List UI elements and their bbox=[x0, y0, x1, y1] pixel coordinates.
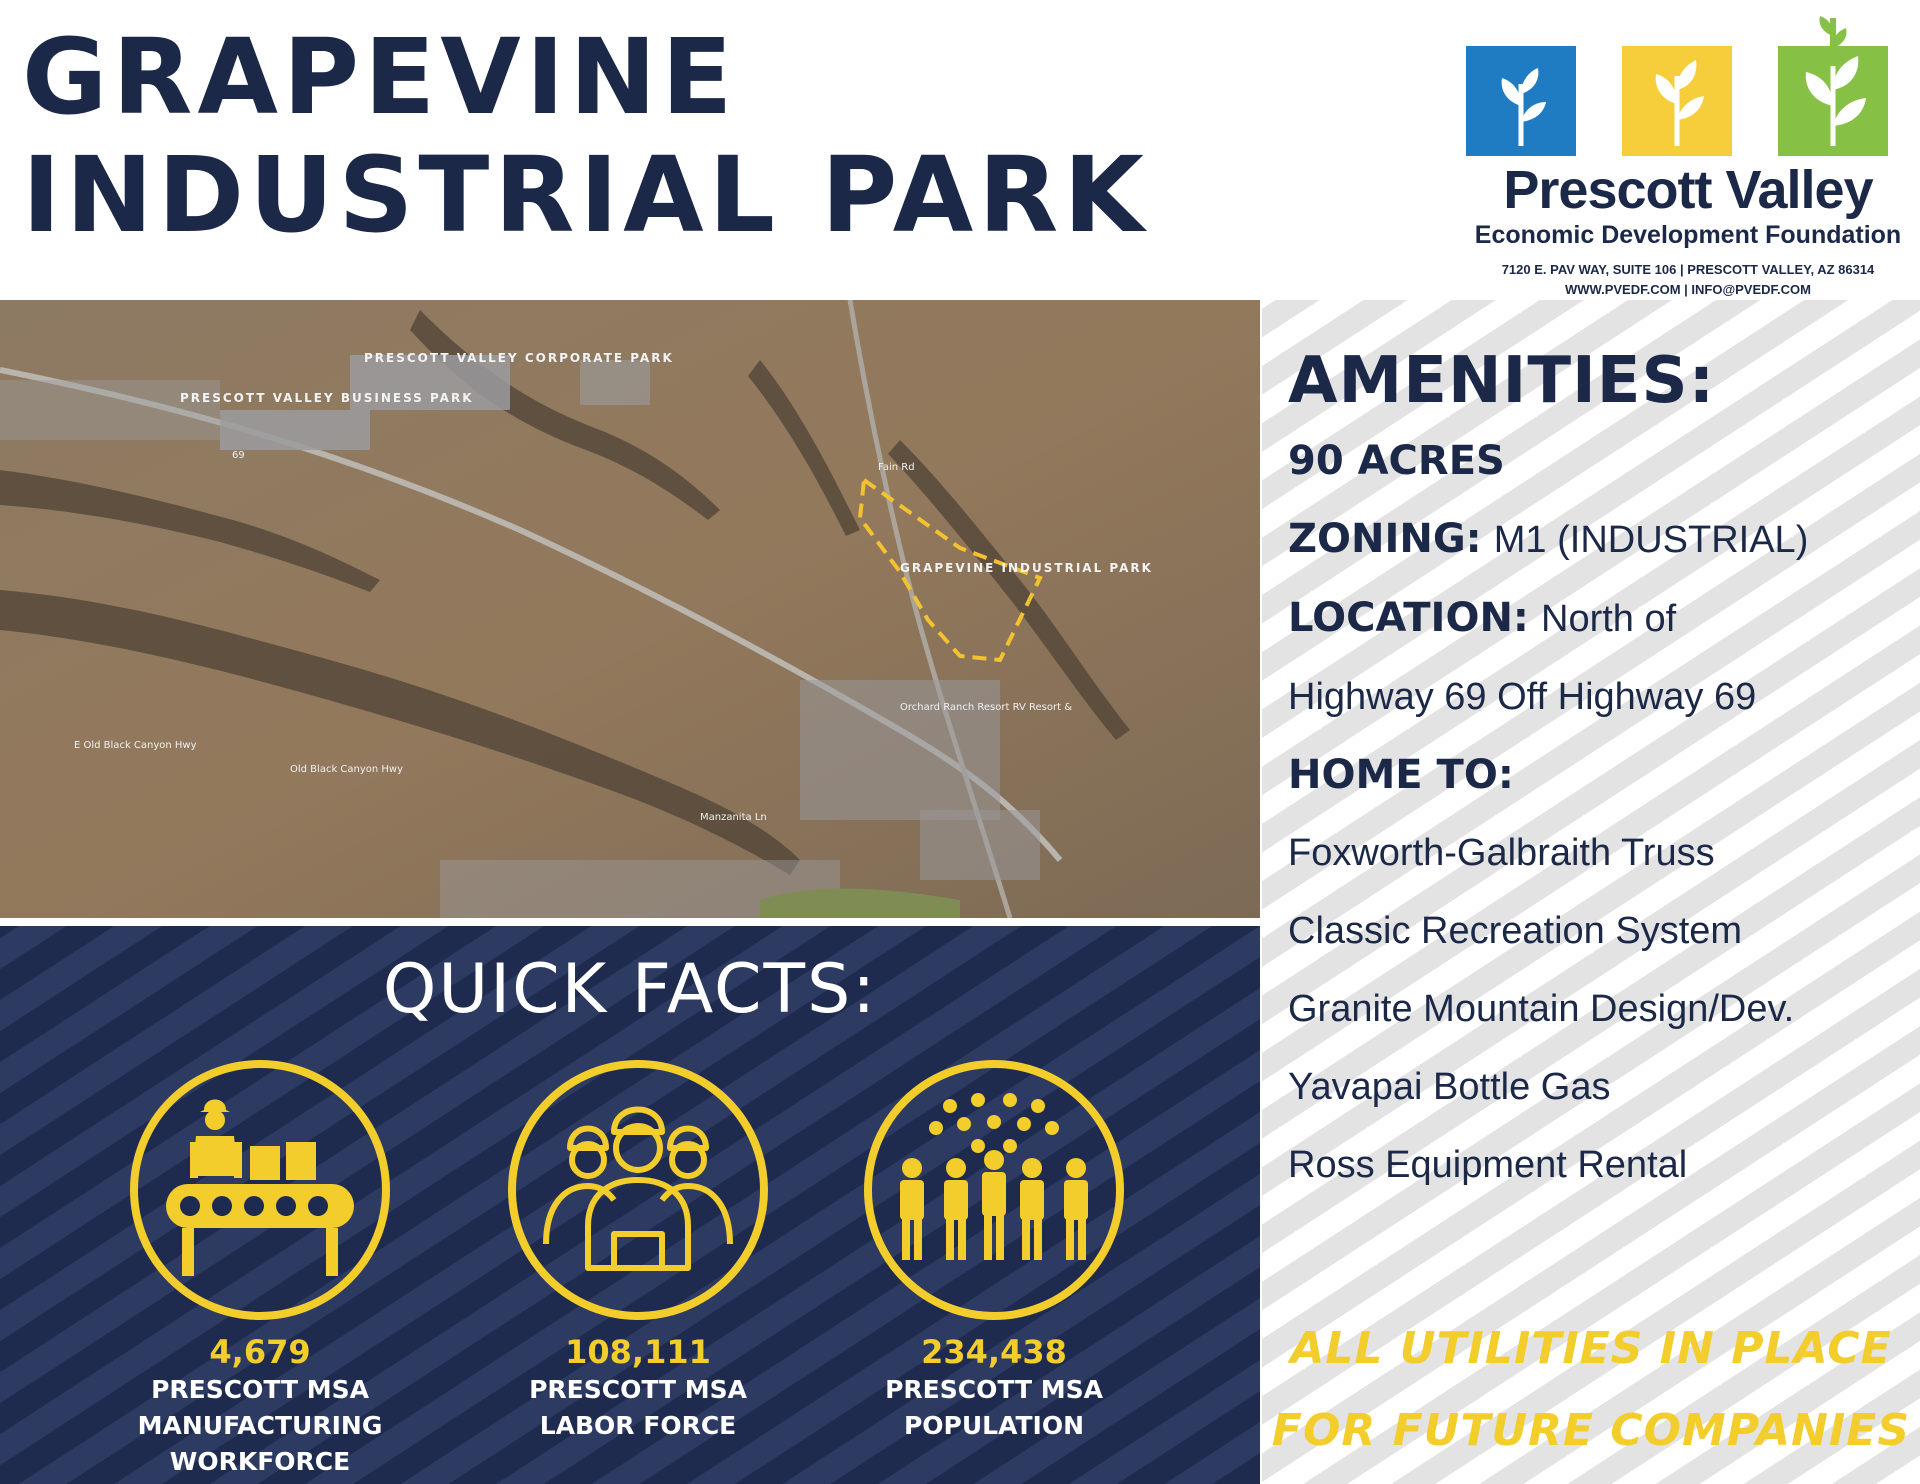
map-label-hwy69: 69 bbox=[232, 450, 245, 461]
fact-label: PRESCOTT MSA MANUFACTURING WORKFORCE bbox=[137, 1375, 383, 1476]
quick-facts-heading: QUICK FACTS: bbox=[382, 950, 878, 1029]
blue-plant-icon bbox=[1466, 46, 1576, 156]
utilities-callout bbox=[1262, 1308, 1920, 1472]
factory-worker-icon bbox=[126, 1056, 394, 1324]
amenities-heading: AMENITIES: bbox=[1288, 344, 1716, 418]
fact-population bbox=[844, 1056, 1144, 1444]
company-item: Yavapai Bottle Gas bbox=[1288, 1066, 1611, 1108]
location-value-1: North of bbox=[1541, 598, 1677, 640]
map-label-manzanita: Manzanita Ln bbox=[700, 812, 767, 823]
fact-label: PRESCOTT MSA POPULATION bbox=[885, 1375, 1103, 1440]
acres-line bbox=[1288, 422, 1908, 500]
acres-value: 90 ACRES bbox=[1288, 438, 1505, 484]
zoning-value: M1 (INDUSTRIAL) bbox=[1493, 519, 1809, 561]
fact-number: 4,679 bbox=[209, 1333, 311, 1371]
home-to-label: HOME TO: bbox=[1288, 752, 1514, 798]
map-label-grapevine: GRAPEVINE INDUSTRIAL PARK bbox=[900, 561, 1153, 575]
map-label-old-black-canyon: E Old Black Canyon Hwy bbox=[74, 740, 197, 751]
logo-subtitle: Economic Development Foundation bbox=[1474, 221, 1902, 249]
fact-manufacturing bbox=[110, 1056, 410, 1480]
title-line-1: GRAPEVINE bbox=[22, 16, 738, 138]
pvedf-logo bbox=[1458, 8, 1920, 298]
map-label-fain: Fain Rd bbox=[878, 462, 915, 473]
fact-labor-force bbox=[488, 1056, 788, 1444]
amenities-section bbox=[1288, 340, 1908, 1204]
zoning-line bbox=[1288, 500, 1908, 579]
logo-website: WWW.PVEDF.COM | INFO@PVEDF.COM bbox=[1565, 282, 1811, 297]
utilities-line-1: ALL UTILITIES IN PLACE bbox=[1290, 1323, 1892, 1374]
map-label-business-park: PRESCOTT VALLEY BUSINESS PARK bbox=[180, 391, 474, 405]
location-line bbox=[1288, 579, 1908, 658]
fact-number: 234,438 bbox=[921, 1333, 1067, 1371]
map-label-corporate-park: PRESCOTT VALLEY CORPORATE PARK bbox=[364, 351, 674, 365]
company-item: Ross Equipment Rental bbox=[1288, 1144, 1688, 1186]
aerial-map bbox=[0, 300, 1260, 918]
map-label-orchard: Orchard Ranch Resort RV Resort & bbox=[900, 702, 1072, 713]
fact-label: PRESCOTT MSA LABOR FORCE bbox=[529, 1375, 747, 1440]
company-item: Granite Mountain Design/Dev. bbox=[1288, 988, 1795, 1030]
green-plant-icon bbox=[1778, 46, 1888, 156]
home-to-line bbox=[1288, 736, 1908, 814]
company-item: Classic Recreation System bbox=[1288, 910, 1743, 952]
zoning-label: ZONING: bbox=[1288, 516, 1482, 562]
page-title bbox=[22, 18, 1149, 254]
workers-group-icon bbox=[504, 1056, 772, 1324]
location-value-2: Highway 69 Off Highway 69 bbox=[1288, 676, 1757, 718]
location-label: LOCATION: bbox=[1288, 595, 1529, 641]
company-item: Foxworth-Galbraith Truss bbox=[1288, 832, 1715, 874]
logo-address: 7120 E. PAV WAY, SUITE 106 | PRESCOTT VALLEY, AZ 86314 bbox=[1501, 262, 1875, 277]
map-label-old-black-canyon-2: Old Black Canyon Hwy bbox=[290, 764, 404, 775]
logo-name: Prescott Valley bbox=[1503, 160, 1873, 220]
yellow-plant-icon bbox=[1622, 46, 1732, 156]
title-line-2: INDUSTRIAL PARK bbox=[22, 134, 1149, 256]
utilities-line-2: FOR FUTURE COMPANIES bbox=[1271, 1405, 1911, 1456]
fact-number: 108,111 bbox=[565, 1333, 711, 1371]
population-icon bbox=[860, 1056, 1128, 1324]
quick-facts-section bbox=[0, 926, 1260, 1484]
